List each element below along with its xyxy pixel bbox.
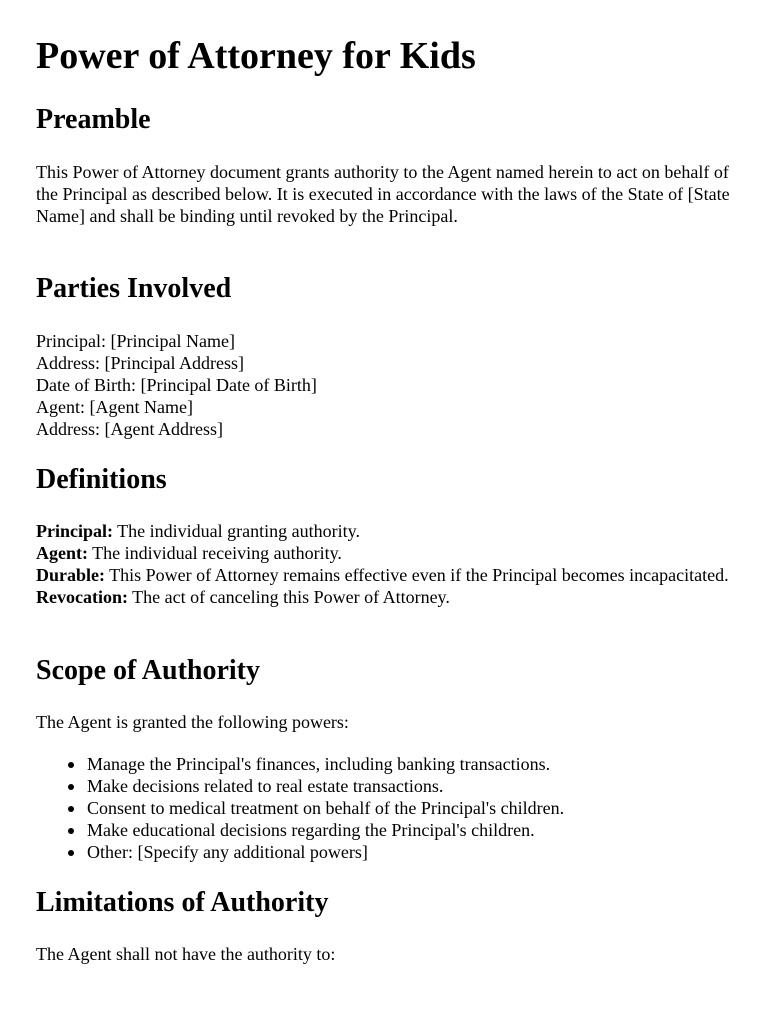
definition-term: Principal: bbox=[36, 521, 113, 541]
list-item: Other: [Specify any additional powers] bbox=[87, 841, 564, 863]
limitations-intro: The Agent shall not have the authority to: bbox=[36, 944, 336, 964]
definition-item bbox=[36, 586, 736, 608]
preamble-heading: Preamble bbox=[36, 104, 151, 135]
definition-term: Agent: bbox=[36, 543, 88, 563]
list-item: Manage the Principal's finances, including banking transactions. bbox=[87, 753, 564, 775]
party-line-principal-dob: Date of Birth: [Principal Date of Birth] bbox=[36, 375, 317, 395]
scope-intro: The Agent is granted the following powers: bbox=[36, 712, 349, 732]
limitations-heading: Limitations of Authority bbox=[36, 887, 329, 918]
list-item: Make educational decisions regarding the Principal's children. bbox=[87, 819, 564, 841]
powers-list bbox=[36, 753, 564, 863]
party-line-agent-name: Agent: [Agent Name] bbox=[36, 397, 193, 417]
preamble-text: This Power of Attorney document grants authority to the Agent named herein to act on behalf of the Principal as described below. It is executed in accordance with the laws of the State of [State Name] and shall be binding until revoked by the Principal. bbox=[36, 162, 730, 226]
party-line-agent-address: Address: [Agent Address] bbox=[36, 419, 223, 439]
definition-text: The individual granting authority. bbox=[113, 521, 360, 541]
list-item: Consent to medical treatment on behalf of the Principal's children. bbox=[87, 798, 565, 818]
definition-term: Revocation: bbox=[36, 587, 128, 607]
definitions-list bbox=[36, 520, 736, 608]
definition-item bbox=[36, 520, 736, 542]
document-title: Power of Attorney for Kids bbox=[36, 35, 476, 77]
definition-item bbox=[36, 542, 736, 564]
party-line-principal-address: Address: [Principal Address] bbox=[36, 353, 244, 373]
definition-text: The individual receiving authority. bbox=[88, 543, 342, 563]
definition-item bbox=[36, 564, 736, 586]
party-line-principal-name: Principal: [Principal Name] bbox=[36, 331, 235, 351]
definition-text: This Power of Attorney remains effective even if the Principal becomes incapacitated. bbox=[105, 565, 729, 585]
definitions-heading: Definitions bbox=[36, 464, 167, 495]
list-item: Make decisions related to real estate transactions. bbox=[87, 775, 564, 797]
scope-heading: Scope of Authority bbox=[36, 655, 260, 686]
parties-heading: Parties Involved bbox=[36, 273, 232, 304]
definition-term: Durable: bbox=[36, 565, 105, 585]
parties-list bbox=[36, 330, 736, 440]
definition-text: The act of canceling this Power of Attorney. bbox=[127, 587, 450, 607]
